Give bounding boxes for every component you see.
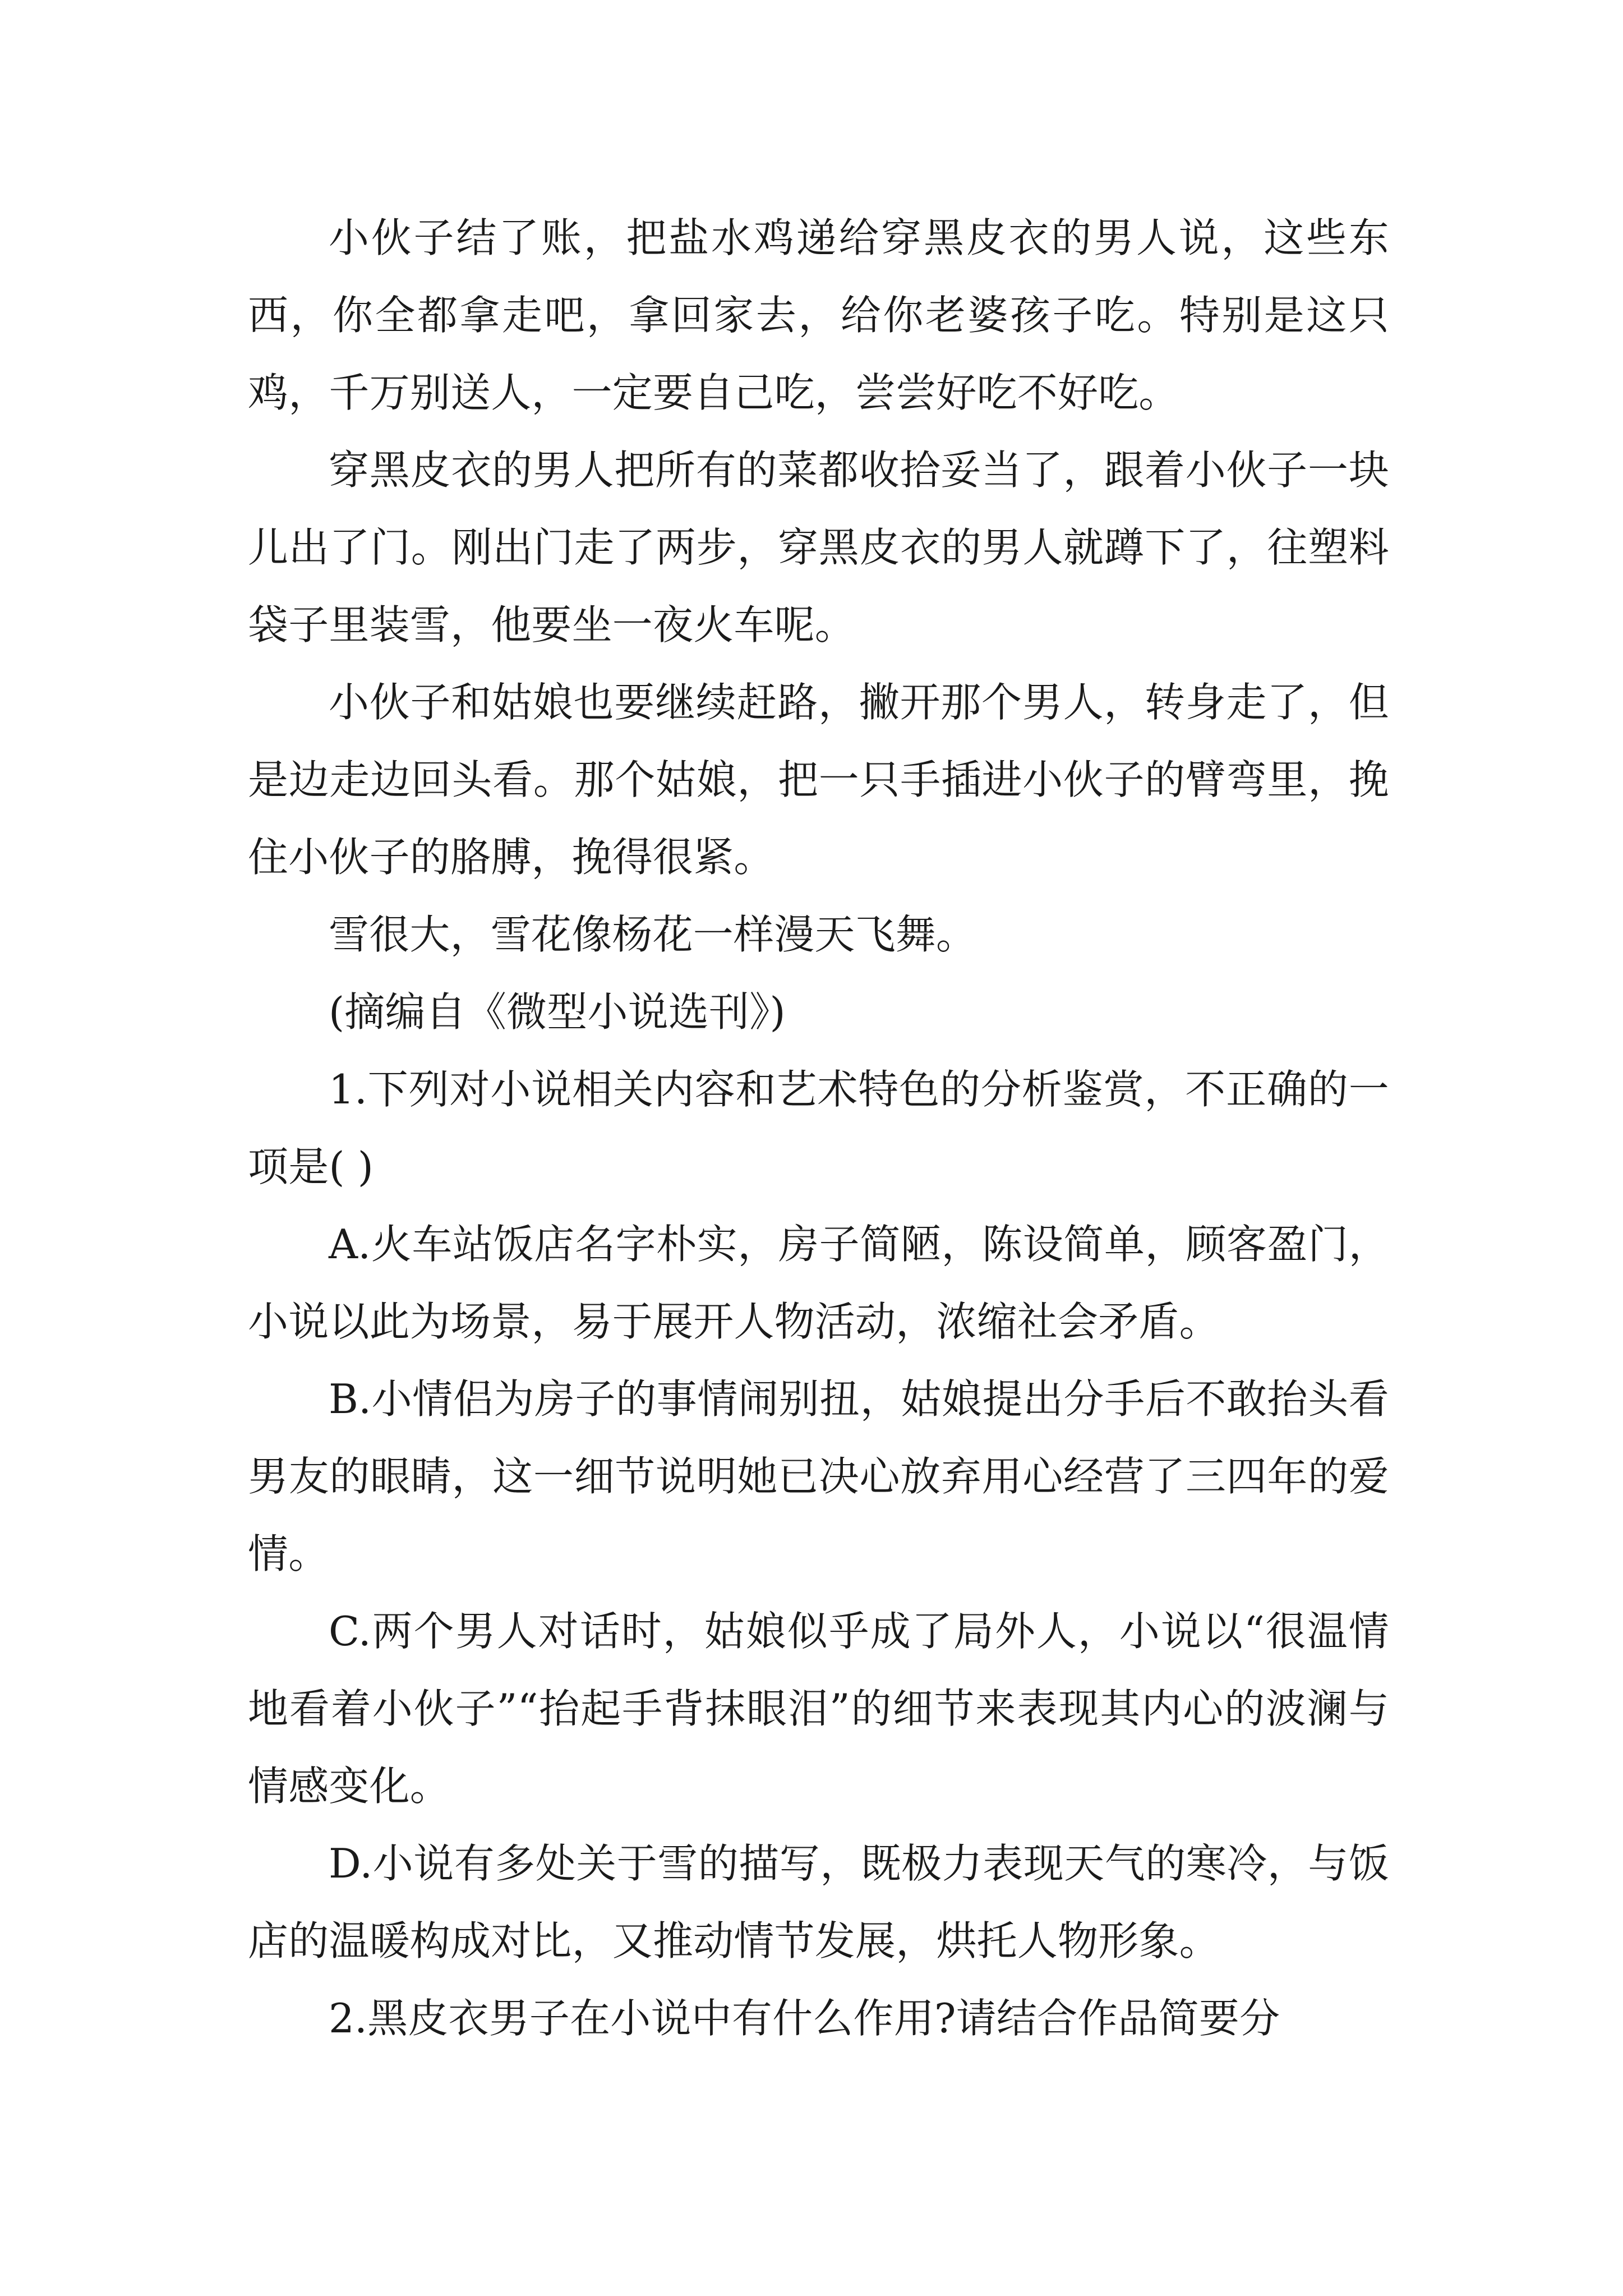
document-body bbox=[248, 199, 1389, 2057]
question-1-stem: 1.下列对小说相关内容和艺术特色的分析鉴赏，不正确的一项是( ) bbox=[248, 1066, 1389, 1190]
story-paragraph-ending-3: 小伙子和姑娘也要继续赶路，撇开那个男人，转身走了，但是边走边回头看。那个姑娘，把一只手插进小伙子的臂弯里，挽住小伙子的胳膊，挽得很紧。 bbox=[248, 679, 1389, 881]
question-2-stem: 2.黑皮衣男子在小说中有什么作用?请结合作品简要分 bbox=[329, 1995, 1280, 2042]
story-paragraph-snow: 雪很大，雪花像杨花一样漫天飞舞。 bbox=[329, 911, 977, 958]
story-paragraph-ending-1: 小伙子结了账，把盐水鸡递给穿黑皮衣的男人说，这些东西，你全都拿走吧，拿回家去，给你老婆孩子吃。特别是这只鸡，千万别送人，一定要自己吃，尝尝好吃不好吃。 bbox=[248, 214, 1389, 416]
question-1-option-a: A.火车站饭店名字朴实，房子简陋，陈设简单，顾客盈门，小说以此为场景，易于展开人物活动，浓缩社会矛盾。 bbox=[248, 1221, 1389, 1345]
question-1-option-b: B.小情侣为房子的事情闹别扭，姑娘提出分手后不敢抬头看男友的眼睛，这一细节说明她已决心放弃用心经营了三四年的爱情。 bbox=[248, 1375, 1389, 1577]
source-note: (摘编自《微型小说选刊》) bbox=[329, 988, 786, 1036]
question-1-option-d: D.小说有多处关于雪的描写，既极力表现天气的寒冷，与饭店的温暖构成对比，又推动情节发展，烘托人物形象。 bbox=[248, 1840, 1389, 1964]
story-paragraph-ending-2: 穿黑皮衣的男人把所有的菜都收拾妥当了，跟着小伙子一块儿出了门。刚出门走了两步，穿黑皮衣的男人就蹲下了，往塑料袋子里装雪，他要坐一夜火车呢。 bbox=[248, 447, 1389, 648]
question-1-option-c: C.两个男人对话时，姑娘似乎成了局外人，小说以“很温情地看着小伙子”“抬起手背抹眼泪”的细节来表现其内心的波澜与情感变化。 bbox=[248, 1608, 1389, 1810]
